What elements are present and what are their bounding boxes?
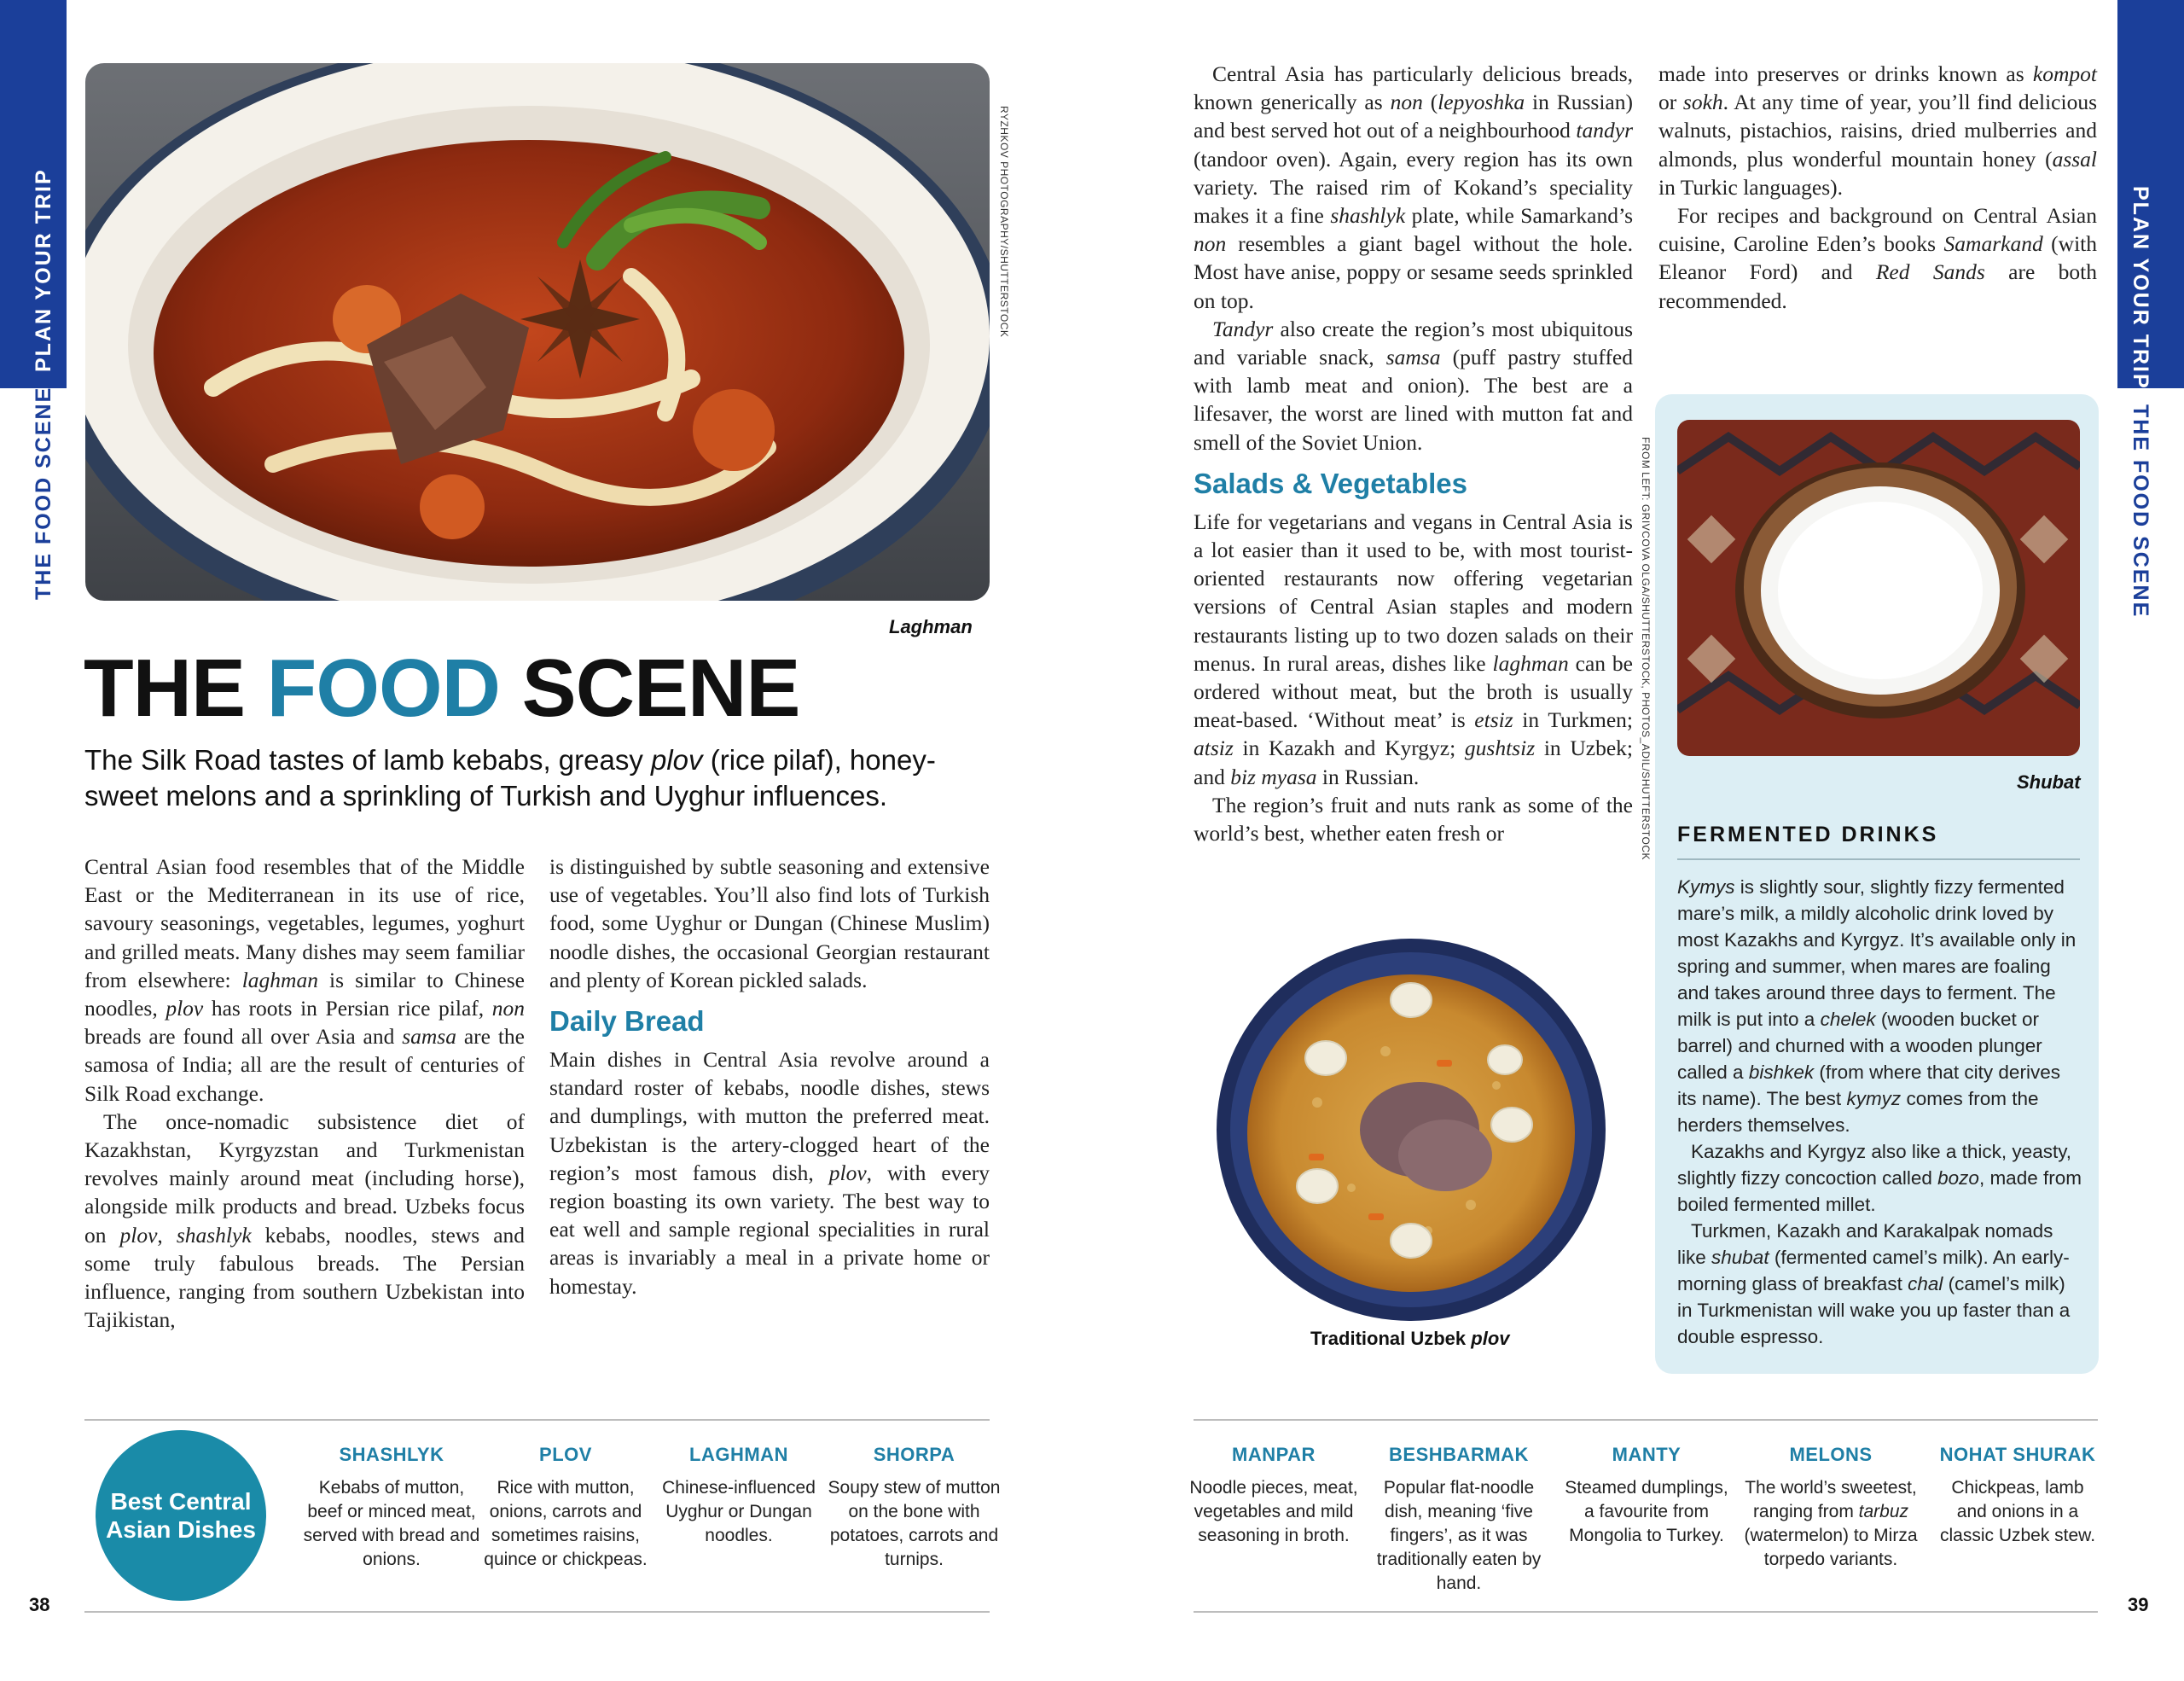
paragraph: is distinguished by subtle seasoning and extensive use of vegetables. You’ll also find lots of Turkish food, some Uyghur or Dungan (Chinese Muslim) noodle dishes, the occasional Georgian restaurant and plenty of Korean pickled salads.	[549, 854, 990, 992]
best-dishes-badge	[96, 1430, 266, 1601]
dish-name: PLOV	[539, 1444, 592, 1465]
title-part-3: SCENE	[499, 643, 800, 734]
dish-name: LAGHMAN	[689, 1444, 788, 1465]
paragraph: Life for vegetarians and vegans in Central Asia is a lot easier than it used to be, with most tourist-oriented restaurants now offering vegetarian versions of Central Asian staples and modern restaurants listing up to two dozen salads on their menus. In rural areas, dishes like laghman can be ordered without meat, but the broth is usually meat-based. ‘Without meat’ is etsiz in Turkmen; atsiz in Kazakh and Kyrgyz; gushtsiz in Uzbek; and biz myasa in Russian.	[1194, 509, 1633, 789]
body-column-1	[84, 852, 525, 1334]
left-chapter-label: THE FOOD SCENE	[32, 386, 55, 600]
paragraph: Turkmen, Kazakh and Karakalpak nomads like shubat (fermented camel’s milk). An early-morning glass of breakfast chal (camel’s milk) in Turkmenistan will wake you up faster than a double espresso.	[1677, 1220, 2071, 1347]
paragraph: made into preserves or drinks known as kompot or sokh. At any time of year, you’ll find delicious walnuts, pistachios, raisins, dried mulberries and almonds, plus wonderful mountain honey (assal in Turkic languages).	[1658, 61, 2097, 200]
dish-name: BESHBARMAK	[1389, 1444, 1529, 1465]
sidebar-heading-rule	[1677, 858, 2080, 860]
dish-name: NOHAT SHURAK	[1939, 1444, 2096, 1465]
body-column-4	[1658, 60, 2097, 315]
dishes-bottom-rule-left	[84, 1611, 990, 1613]
dish-name: SHASHLYK	[339, 1444, 444, 1465]
paragraph: Main dishes in Central Asia revolve around a standard roster of kebabs, noodle dishes, stews and dumplings, with mutton the preferred meat. Uzbekistan is the artery-clogged heart of the region’s most famous dish, plov, with every region boasting its own variety. The best way to eat well and sample regional specialities in rural areas is invariably a meal in a private home or homestay.	[549, 1047, 990, 1299]
standfirst-italic: plov	[651, 744, 703, 776]
paragraph: Tandyr also create the region’s most ubiquitous and variable snack, samsa (puff pastry stuffed with lamb meat and onion). The best are a lifesaver, the worst are lined with mutton fat and smell of the Soviet Union.	[1194, 316, 1634, 455]
plov-photo	[1215, 932, 1607, 1324]
standfirst-text: The Silk Road tastes of lamb kebabs, greasy	[84, 744, 651, 776]
body-column-2	[549, 852, 990, 1300]
dish-name: MANTY	[1612, 1444, 1682, 1465]
plov-caption-text: Traditional Uzbek	[1310, 1328, 1472, 1349]
sidebar-heading: FERMENTED DRINKS	[1677, 823, 1939, 846]
title-part-2: FOOD	[266, 643, 500, 734]
body-column-3	[1194, 60, 1633, 847]
dish-description: Steamed dumplings, a favourite from Mongolia to Turkey.	[1565, 1478, 1728, 1545]
best-dishes-badge-label: Best Central Asian Dishes	[106, 1488, 256, 1543]
heading-salads-vegetables: Salads & Vegetables	[1194, 467, 1467, 499]
shubat-photo	[1677, 420, 2080, 756]
dish-name: SHORPA	[873, 1444, 956, 1465]
dish-name: MELONS	[1789, 1444, 1873, 1465]
dish-description: Chickpeas, lamb and onions in a classic Uzbek stew.	[1939, 1478, 2096, 1545]
dishes-top-rule-right	[1194, 1419, 2098, 1421]
title-part-1: THE	[84, 643, 267, 734]
paragraph: The region’s fruit and nuts rank as some of the world’s best, whether eaten fresh or	[1194, 792, 1633, 846]
shubat-caption: Shubat	[2017, 771, 2081, 793]
dishes-top-rule-left	[84, 1419, 990, 1421]
left-section-tab-label: PLAN YOUR TRIP	[32, 168, 55, 372]
standfirst-text: (rice pilaf), honey-sweet melons and a sprinkling of Turkish and Uyghur influences.	[84, 744, 936, 811]
dish-description: Rice with mutton, onions, carrots and sometimes raisins, quince or chickpeas.	[484, 1478, 648, 1569]
dish-description: Chinese-influenced Uyghur or Dungan noodles.	[662, 1478, 816, 1545]
dish-description: Soupy stew of mutton on the bone with potatoes, carrots and turnips.	[828, 1478, 1001, 1569]
heading-daily-bread: Daily Bread	[549, 1005, 705, 1038]
paragraph: For recipes and background on Central Asian cuisine, Caroline Eden’s books Samarkand (with Eleanor Ford) and Red Sands are both recommended.	[1658, 203, 2097, 313]
dish-description: Kebabs of mutton, beef or minced meat, served with bread and onions.	[303, 1478, 480, 1569]
dish-description: The world’s sweetest, ranging from tarbuz (watermelon) to Mirza torpedo variants.	[1744, 1478, 1918, 1569]
paragraph: Central Asian food resembles that of the Middle East or the Mediterranean in its use of rice, savoury seasonings, vegetables, legumes, yoghurt and grilled meats. Many dishes may seem familiar from elsewhere: laghman is similar to Chinese noodles, plov has roots in Persian rice pilaf, non breads are found all over Asia and samsa are the samosa of India; all are the result of centuries of Silk Road exchange.	[84, 854, 526, 1106]
page-number-left: 38	[29, 1594, 50, 1615]
page-title	[84, 642, 799, 736]
right-photo-credit: FROM LEFT: GRIVCOVA OLGA/SHUTTERSTOCK, PHOTOS_ADIL/SHUTTERSTOCK	[1640, 437, 1652, 861]
standfirst	[84, 742, 972, 814]
laghman-photo-credit: RYZHKOV PHOTOGRAPHY/SHUTTERSTOCK	[998, 106, 1010, 338]
page-number-right: 39	[2128, 1594, 2149, 1615]
dish-description: Noodle pieces, meat, vegetables and mild seasoning in broth.	[1189, 1478, 1358, 1545]
paragraph: The once-nomadic subsistence diet of Kazakhstan, Kyrgyzstan and Turkmenistan revolves mainly around meat (including horse), alongside milk products and bread. Uzbeks focus on plov, shashlyk kebabs, noodles, stews and some truly fabulous breads. The Persian influence, ranging from southern Uzbekistan into Tajikistan,	[84, 1108, 526, 1333]
sidebar-body	[1677, 874, 2083, 1350]
paragraph: Central Asia has particularly delicious breads, known generically as non (lepyoshka in Russian) and best served hot out of a neighbourhood tandyr (tandoor oven). Again, every region has its own variety. The raised rim of Kokand’s speciality makes it a fine shashlyk plate, while Samarkand’s non resembles a giant bagel without the hole. Most have anise, poppy or sesame seeds sprinkled on top.	[1194, 61, 1633, 313]
dish-name: MANPAR	[1232, 1444, 1316, 1465]
right-chapter-label: THE FOOD SCENE	[2129, 404, 2152, 619]
dishes-bottom-rule-right	[1194, 1611, 2098, 1613]
right-section-tab-label: PLAN YOUR TRIP	[2129, 186, 2152, 390]
laghman-photo	[85, 63, 990, 601]
laghman-caption: Laghman	[889, 616, 973, 637]
plov-caption-italic: plov	[1471, 1328, 1510, 1349]
paragraph: Kymys is slightly sour, slightly fizzy fermented mare’s milk, a mildly alcoholic drink loved by most Kazakhs and Kyrgyz. It’s available only in spring and summer, when mares are foaling and takes around three days to ferment. The milk is put into a chelek (wooden bucket or barrel) and churned with a wooden plunger called a bishkek (from where that city derives its name). The best kymyz comes from the herders themselves.	[1677, 876, 2077, 1136]
paragraph: Kazakhs and Kyrgyz also like a thick, yeasty, slightly fizzy concoction called bozo, made from boiled fermented millet.	[1677, 1141, 2082, 1215]
plov-caption	[1310, 1328, 1510, 1350]
dish-description: Popular flat-noodle dish, meaning ‘five fingers’, as it was traditionally eaten by hand.	[1376, 1478, 1542, 1593]
